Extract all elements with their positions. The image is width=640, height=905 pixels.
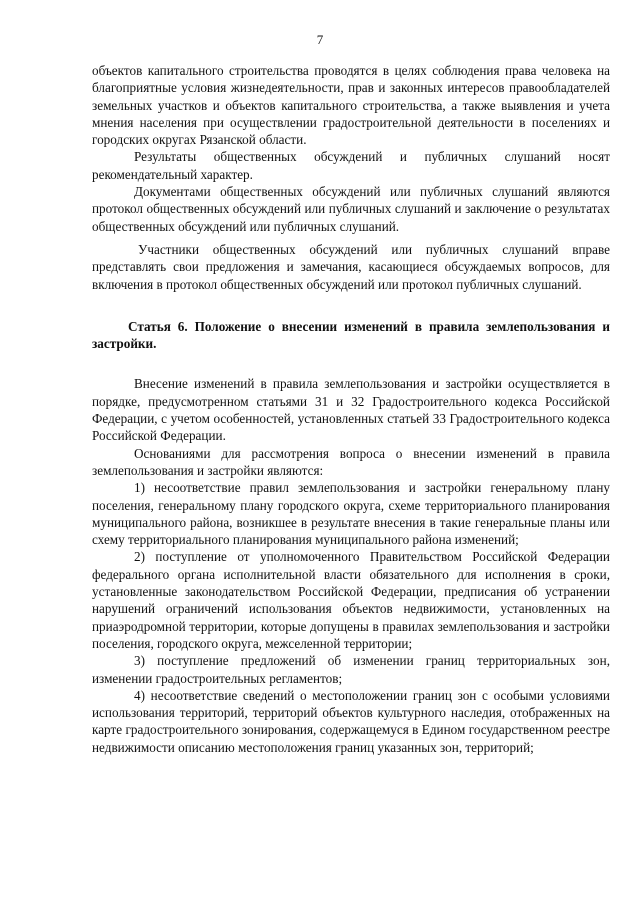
page-number: 7 [316,32,324,47]
list-item-1: 1) несоответствие правил землепользования и застройки генеральному плану поселения, генеральному плану городского округа, схеме территориального планирования муниципального района, возникшее в результате внесения в такие генеральные планы или схему территориального планирования муниципального района изменений; [92,480,610,548]
paragraph-amendments: Внесение изменений в правила землепользования и застройки осуществляется в порядке, предусмотренном статьями 31 и 32 Градостроительного кодекса Российской Федерации, с учетом особенностей, установленных статьей 33 Градостроительного кодекса Российской Федерации. [92,376,610,444]
paragraph-participants: Участники общественных обсуждений или публичных слушаний вправе представлять свои предложения и замечания, касающиеся обсуждаемых вопросов, для включения в протокол общественных обсуждений или протокол публичных слушаний. [92,241,610,292]
document-body [92,62,610,756]
list-item-2: 2) поступление от уполномоченного Правительством Российской Федерации федерального органа исполнительной власти обязательного для исполнения в сроки, установленные законодательством Российской Федерации, предписания об устранении нарушений ограничений использования объектов недвижимости, установленных на приаэродромной территории, которые допущены в правилах землепользования и застройки поселения, городского округа, межселенной территории; [92,549,610,651]
paragraph-continuation: объектов капитального строительства проводятся в целях соблюдения права человека на благоприятные условия жизнедеятельности, прав и законных интересов правообладателей земельных участков и объектов капитального строительства, а также выявления и учета мнения населения при осуществлении градостроительной деятельности в поселениях и городских округах Рязанской области. [92,63,610,148]
list-item-4: 4) несоответствие сведений о местоположении границ зон с особыми условиями использования территорий, территорий объектов культурного наследия, отображенных на карте градостроительного зонирования, содержащемуся в Едином государственном реестре недвижимости описанию местоположения границ указанных зон, территорий; [92,687,610,755]
paragraph-grounds: Основаниями для рассмотрения вопроса о внесении изменений в правила землепользования и застройки являются: [92,445,610,478]
list-item-3: 3) поступление предложений об изменении границ территориальных зон, изменении градостроительных регламентов; [92,653,610,686]
article-heading: Статья 6. Положение о внесении изменений в правила землепользования и застройки. [92,318,610,352]
paragraph-results: Результаты общественных обсуждений и публичных слушаний носят рекомендательный характер. [92,149,610,182]
paragraph-documents: Документами общественных обсуждений или публичных слушаний являются протокол общественных обсуждений или публичных слушаний и заключение о результатах общественных обсуждений или публичных слушаний. [92,184,610,234]
